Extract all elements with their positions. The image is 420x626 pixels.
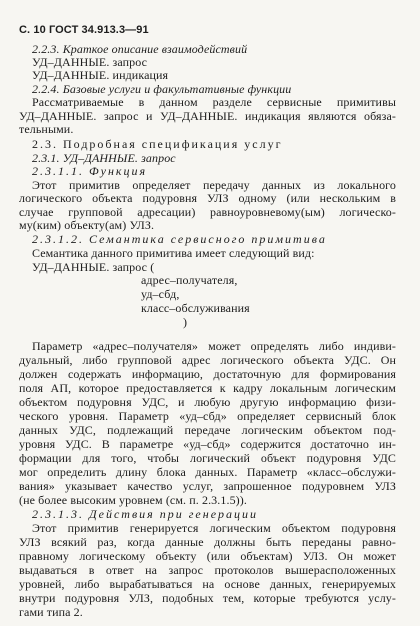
paragraph-line: Семантика данного примитива имеет следующий вид: xyxy=(32,246,315,260)
paragraph-line: внутри подуровня УЛЗ, подобных тем, которые требуются услу- xyxy=(19,591,396,605)
paragraph-line: (не более высоким уровнем (см. п. 2.3.1.5)). xyxy=(19,493,247,507)
paragraph-line: поля АП, которое предоставляется к кадру локальным логическим xyxy=(19,381,396,395)
paragraph-line: случае групповой адресации) равноуровневому(ым) логическо- xyxy=(19,205,396,219)
paragraph-line: логического объекта подуровня УЛЗ одному (или нескольким в xyxy=(19,191,396,205)
paragraph-line: тельными. xyxy=(19,122,74,136)
section-heading: 2.3.1.2. Семантика сервисного примитива xyxy=(32,232,327,246)
paragraph-line: данных УДС, подлежащий передаче логическим объектом под- xyxy=(19,423,396,437)
primitive-parameter: адрес–получателя, xyxy=(141,273,238,287)
primitive-close: ) xyxy=(183,315,188,329)
paragraph-line: ческого уровня. Параметр «уд–сбд» определяет сервисный блок xyxy=(19,409,396,423)
paragraph-line: дуальный, либо групповой адрес логического объекта УДС. Он xyxy=(19,353,396,367)
section-heading: 2.2.3. Краткое описание взаимодействий xyxy=(32,42,248,56)
paragraph-line: правному логическому объекту (или объектам) УЛЗ. Он может xyxy=(19,549,396,563)
page-header: С. 10 ГОСТ 34.913.3—91 xyxy=(19,24,149,36)
paragraph-line: му(ким) объекту(ам) УЛЗ. xyxy=(19,218,155,232)
paragraph-line: Этот примитив определяет передачу данных из локального xyxy=(32,178,396,192)
primitive-parameter: класс–обслуживания xyxy=(141,301,250,315)
paragraph-line: объектом подуровня УДС, и любую другую информацию физи- xyxy=(19,395,396,409)
primitive-line: УД–ДАННЫЕ. запрос ( xyxy=(32,260,155,274)
section-heading: 2.2.4. Базовые услуги и факультативные функции xyxy=(32,82,292,96)
paragraph-line: гами типа 2. xyxy=(19,605,83,619)
paragraph-line: УД–ДАННЫЕ. запрос и УД–ДАННЫЕ. индикация являются обяза- xyxy=(19,109,396,123)
primitive-parameter: уд–сбд, xyxy=(141,287,180,301)
paragraph-line: уровня УДС. В параметре «уд–сбд» содержится достаточно ин- xyxy=(19,437,396,451)
primitive-line: УД–ДАННЫЕ. запрос xyxy=(32,55,148,69)
section-heading: 2.3.1.3. Действия при генерации xyxy=(32,507,259,521)
paragraph-line: Параметр «адрес–получателя» может определять либо индиви- xyxy=(32,339,396,353)
section-heading: 2.3. Подробная спецификация услуг xyxy=(32,137,283,151)
paragraph-line: вания» указывает качество услуг, запрошенное подуровнем УЛЗ xyxy=(19,479,396,493)
paragraph-line: УЛЗ всякий раз, когда данные должны быть переданы равно- xyxy=(19,535,396,549)
primitive-line: УД–ДАННЫЕ. индикация xyxy=(32,68,169,82)
paragraph-line: мог определить длину блока данных. Параметр «класс–обслужи- xyxy=(19,465,396,479)
paragraph-line: уровней, либо вырабатываться на основе данных, генерируемых xyxy=(19,577,396,591)
paragraph-line: должен содержать информацию, достаточную для формирования xyxy=(19,367,396,381)
paragraph-line: Этот примитив генерируется логическим объектом подуровня xyxy=(32,521,396,535)
paragraph-line: Рассматриваемые в данном разделе сервисные примитивы xyxy=(32,95,396,109)
section-heading: 2.3.1. УД–ДАННЫЕ. запрос xyxy=(32,151,176,165)
paragraph-line: формации для того, чтобы логический объект подуровня УДС xyxy=(19,451,396,465)
paragraph-line: выдаваться в ответ на запрос протоколов вышерасположенных xyxy=(19,563,396,577)
section-heading: 2.3.1.1. Функция xyxy=(32,164,148,178)
